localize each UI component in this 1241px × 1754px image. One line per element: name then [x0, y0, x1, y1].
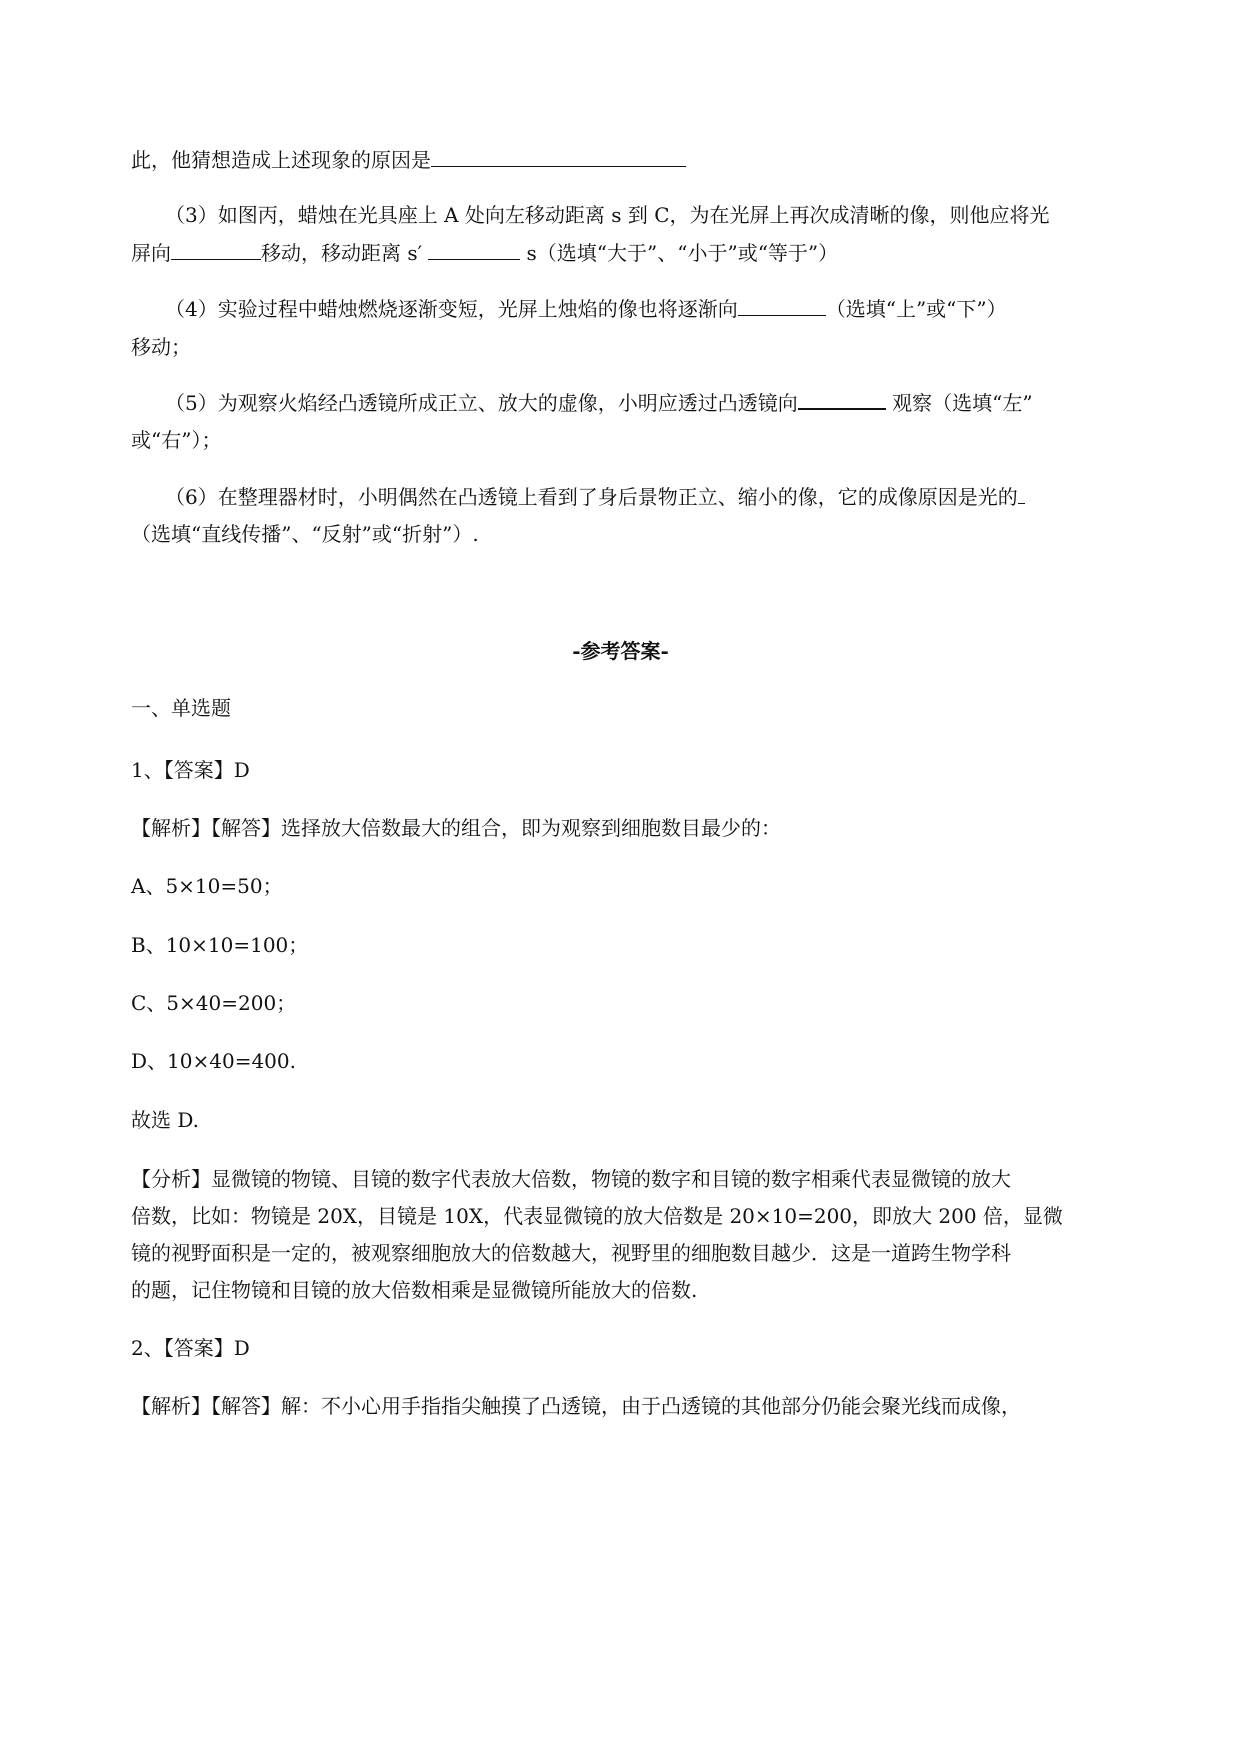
question-text: （4）实验过程中蜡烛燃烧逐渐变短，光屏上烛焰的像也将逐渐向 [165, 297, 738, 321]
answer-1-explain-line-1: 【分析】显微镜的物镜、目镜的数字代表放大倍数，物镜的数字和目镜的数字相乘代表显微镜的放大 [131, 1167, 1011, 1191]
question-text: 此，他猜想造成上述现象的原因是 [131, 148, 431, 172]
answer-blank[interactable] [798, 390, 886, 410]
answer-2-analysis: 【解析】【解答】解：不小心用手指指尖触摸了凸透镜，由于凸透镜的其他部分仍能会聚光线而成像， [131, 1394, 1021, 1418]
question-text: 观察（选填“左” [885, 391, 1033, 415]
answer-blank[interactable] [431, 148, 686, 167]
question-text: （5）为观察火焰经凸透镜所成正立、放大的虚像，小明应透过凸透镜向 [165, 391, 798, 415]
answer-1-option-a: A、5×10=50； [131, 874, 283, 898]
question-5-line-1 [165, 390, 1033, 416]
question-3-line-2 [131, 240, 838, 266]
answer-1-explain-line-2: 倍数，比如：物镜是 20X，目镜是 10X，代表显微镜的放大倍数是 20×10=200，即放大 200 倍，显微 [131, 1204, 1063, 1228]
question-continuation-line [131, 147, 686, 173]
question-text: （6）在整理器材时，小明偶然在凸透镜上看到了身后景物正立、缩小的像，它的成像原因是光的 [165, 485, 1018, 509]
answer-1-explain-line-3: 镜的视野面积是一定的，被观察细胞放大的倍数越大，视野里的细胞数目越少．这是一道跨生物学科 [131, 1241, 1011, 1265]
section-heading: 一、单选题 [131, 696, 231, 720]
question-6-line-1 [165, 484, 1025, 510]
question-text: （选填“上”或“下”） [825, 297, 1007, 321]
answer-1-label: 1、【答案】D [131, 758, 250, 782]
answer-2-label: 2、【答案】D [131, 1336, 250, 1360]
question-text: 移动，移动距离 s′ [261, 241, 423, 265]
answers-title: -参考答案- [572, 639, 669, 663]
answer-1-explain-line-4: 的题，记住物镜和目镜的放大倍数相乘是显微镜所能放大的倍数. [131, 1278, 698, 1302]
answer-1-conclusion: 故选 D. [131, 1108, 200, 1132]
answer-1-option-d: D、10×40=400. [131, 1049, 296, 1073]
answer-1-option-b: B、10×10=100； [131, 933, 309, 957]
question-6-line-2: （选填“直线传播”、“反射”或“折射”）. [131, 522, 479, 546]
answer-1-analysis: 【解析】【解答】选择放大倍数最大的组合，即为观察到细胞数目最少的： [131, 816, 781, 840]
answer-1-option-c: C、5×40=200； [131, 991, 297, 1015]
answer-blank[interactable] [171, 241, 261, 260]
answer-blank[interactable] [1018, 485, 1025, 504]
question-5-line-2: 或“右”）； [131, 428, 222, 452]
answer-blank[interactable] [738, 297, 826, 316]
question-text: s（选填“大于”、“小于”或“等于”） [520, 241, 839, 265]
question-4-line-2: 移动； [131, 335, 191, 359]
answer-blank[interactable] [428, 241, 520, 260]
question-3-line-1: （3）如图丙，蜡烛在光具座上 A 处向左移动距离 s 到 C，为在光屏上再次成清晰的像，则他应将光 [165, 203, 1050, 227]
question-4-line-1 [165, 296, 1007, 322]
question-text: 屏向 [131, 241, 171, 265]
